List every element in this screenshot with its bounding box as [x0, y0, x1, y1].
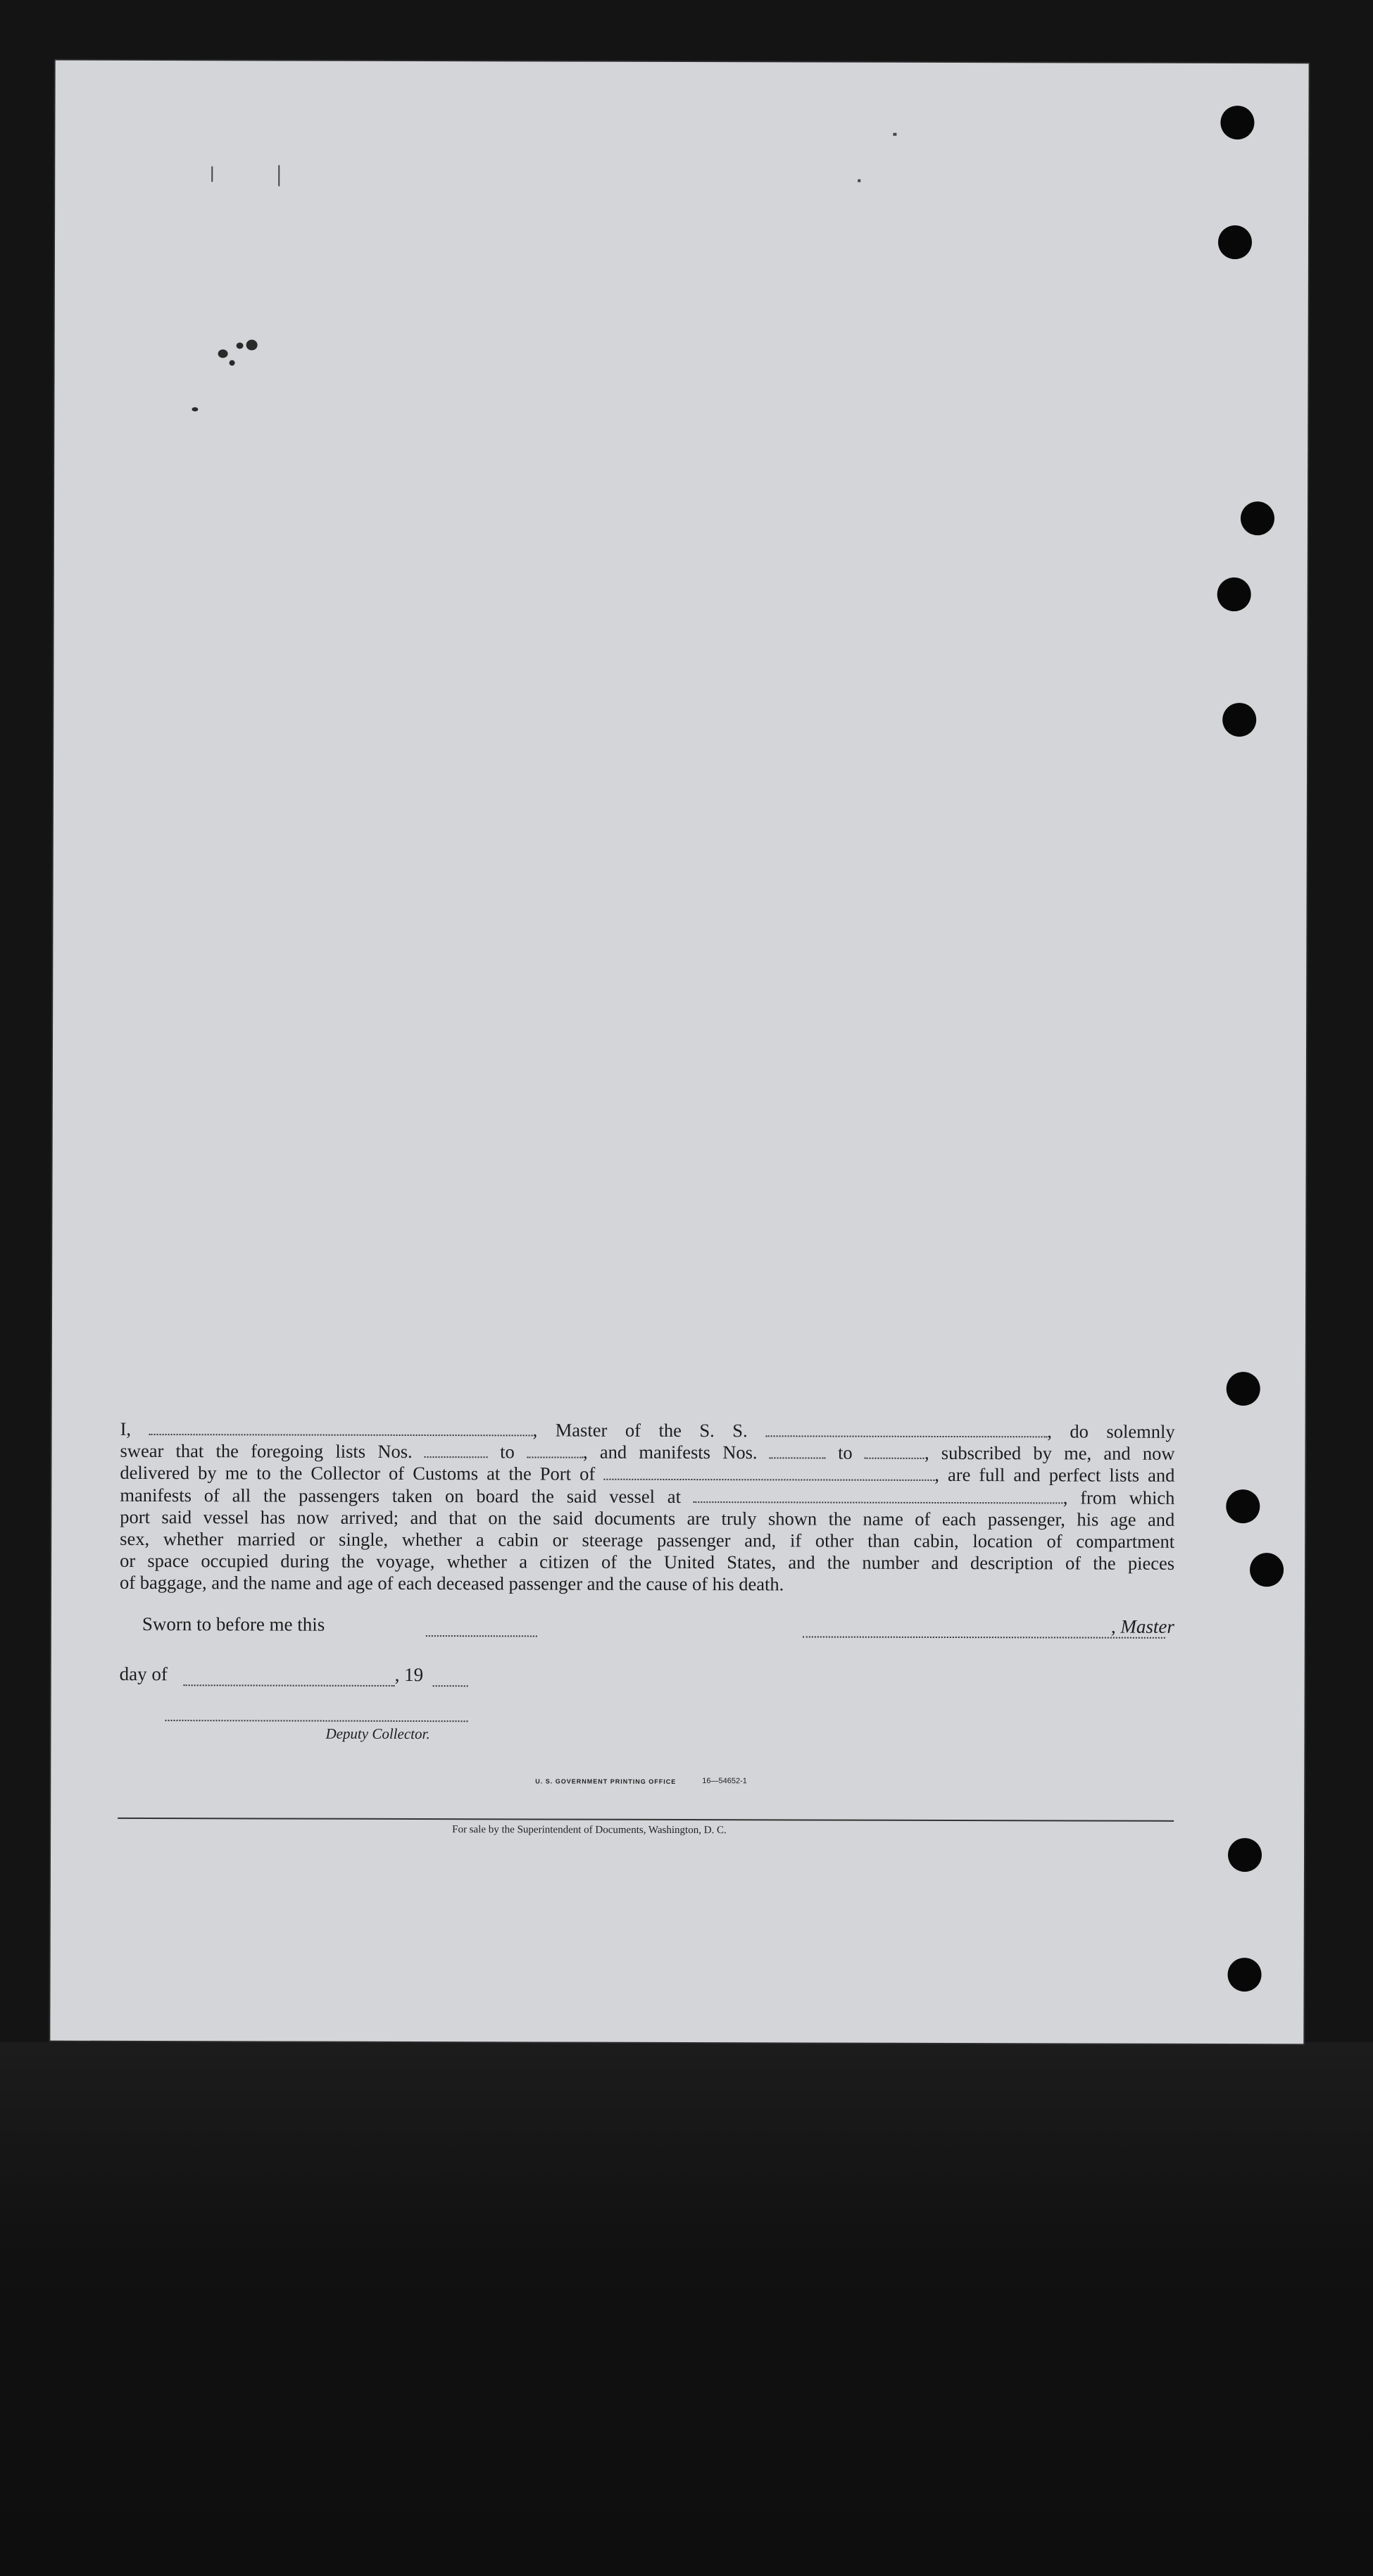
oath-line-5: port said vessel has now arrived; and that on the said documents are truly shown the name of each passenger, his age and: [120, 1506, 1175, 1530]
sworn-date-blank: [426, 1622, 537, 1637]
manifest-from-blank: [770, 1445, 826, 1459]
punch-hole: [1228, 1958, 1262, 1992]
sworn-row: [120, 1613, 1174, 1637]
oath-fragment: , do solemnly: [1047, 1420, 1175, 1442]
oath-fragment: manifests of all the passengers taken on board the said vessel at: [120, 1484, 681, 1507]
manifest-to-blank: [865, 1445, 924, 1459]
scanner-background: [0, 2042, 1373, 2576]
oath-fragment: , and manifests Nos.: [583, 1441, 758, 1463]
oath-fragment: to: [500, 1441, 515, 1463]
punch-hole: [1227, 1372, 1260, 1406]
port-blank: [603, 1466, 934, 1481]
ink-smudge: [192, 407, 198, 411]
oath-fragment: I,: [120, 1418, 132, 1439]
deputy-signature-line: [165, 1718, 468, 1722]
punch-hole: [1226, 1489, 1260, 1523]
punch-hole: [1250, 1553, 1284, 1587]
day-blank: [184, 1672, 395, 1687]
oath-line-8: of baggage, and the name and age of each deceased passenger and the cause of his death.: [119, 1572, 784, 1595]
punch-hole: [1228, 1838, 1262, 1872]
punch-hole: [1218, 225, 1252, 259]
day-of-label: day of: [119, 1663, 168, 1685]
stray-mark: [893, 133, 896, 136]
deputy-collector-label: Deputy Collector.: [325, 1725, 430, 1743]
ink-smudge: [230, 360, 235, 365]
footer-rule: [118, 1818, 1174, 1822]
stray-mark: [278, 165, 280, 187]
oath-line-4: [120, 1484, 1174, 1509]
oath-line-6: sex, whether married or single, whether a cabin or steerage passenger and, if other than cabin, location of compartment: [120, 1527, 1175, 1552]
ink-smudge: [246, 339, 258, 350]
oath-text: [120, 1418, 1175, 1597]
oath-line-7: or space occupied during the voyage, whether a citizen of the United States, and the number and description of the pieces: [120, 1550, 1175, 1575]
sworn-label: Sworn to before me this: [142, 1613, 325, 1635]
ink-smudge: [218, 349, 228, 358]
oath-fragment: , are full and perfect lists and: [934, 1464, 1175, 1487]
ink-smudge: [237, 342, 244, 349]
ship-name-blank: [765, 1423, 1047, 1437]
stray-mark: [211, 166, 213, 182]
oath-fragment: to: [838, 1442, 853, 1463]
punch-hole: [1241, 501, 1274, 535]
oath-fragment: delivered by me to the Collector of Customs at the Port of: [120, 1462, 596, 1485]
oath-fragment: swear that the foregoing lists Nos.: [120, 1440, 413, 1463]
oath-fragment: , subscribed by me, and now: [924, 1442, 1175, 1465]
oath-line-3: [120, 1462, 1174, 1487]
document-page: [50, 61, 1308, 2044]
list-from-blank: [425, 1444, 488, 1458]
stray-mark: [858, 180, 860, 182]
form-number: 16—54652-1: [702, 1777, 747, 1786]
year-label: , 19: [394, 1663, 424, 1686]
day-row: [119, 1663, 1174, 1686]
for-sale-notice: For sale by the Superintendent of Documents, Washington, D. C.: [452, 1824, 727, 1837]
embark-port-blank: [694, 1489, 1063, 1503]
master-label: , Master: [1110, 1615, 1174, 1637]
gpo-imprint: U. S. GOVERNMENT PRINTING OFFICE: [535, 1777, 677, 1785]
punch-hole: [1222, 703, 1256, 737]
punch-hole: [1220, 106, 1254, 139]
oath-fragment: , from which: [1062, 1487, 1175, 1508]
master-name-blank: [149, 1421, 533, 1436]
year-blank: [433, 1672, 468, 1687]
oath-fragment: , Master of the S. S.: [532, 1419, 748, 1442]
punch-hole: [1217, 577, 1251, 611]
list-to-blank: [527, 1444, 583, 1458]
oath-line-2: [120, 1440, 1174, 1465]
oath-line-1: [120, 1418, 1175, 1443]
